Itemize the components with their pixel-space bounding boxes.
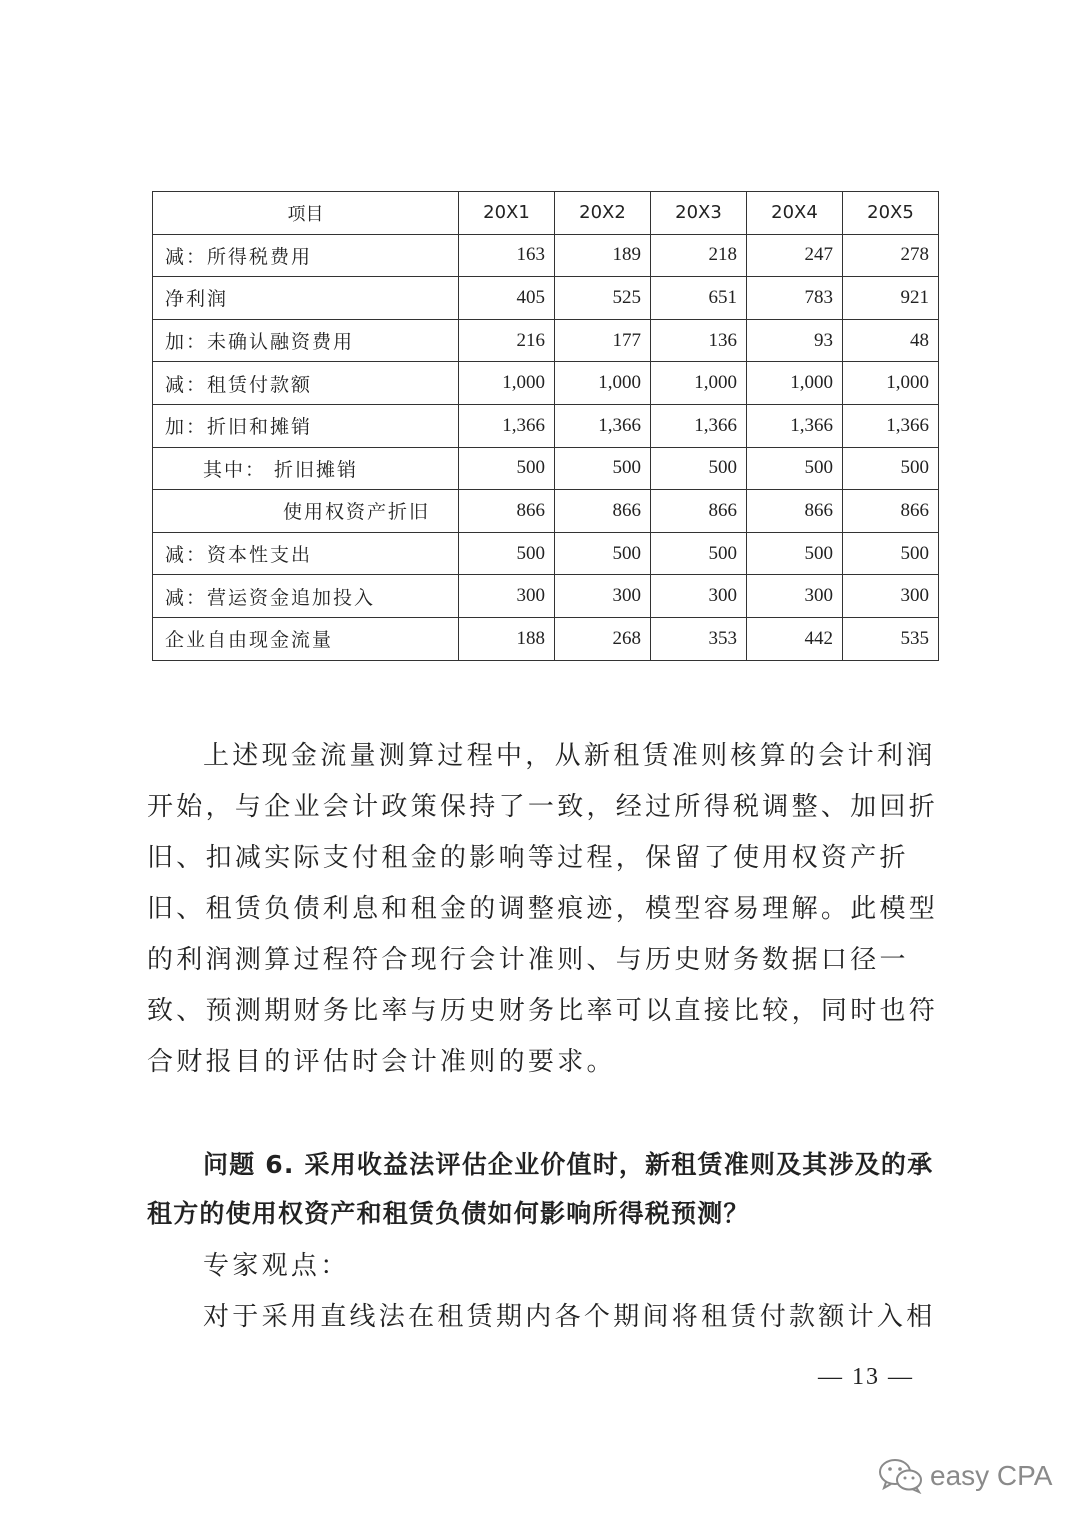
row-value: 1,000 <box>843 362 939 405</box>
row-label: 净利润 <box>153 277 459 320</box>
row-value: 1,366 <box>843 404 939 447</box>
table-row <box>153 404 939 447</box>
question-text: 问题 6. 采用收益法评估企业价值时，新租赁准则及其涉及的承租方的使用权资产和租赁负债如何影响所得税预测？ <box>147 1150 934 1228</box>
expert-label: 专家观点： <box>203 1251 350 1281</box>
table-row <box>153 234 939 277</box>
row-value: 163 <box>459 234 555 277</box>
table-row <box>153 575 939 618</box>
header-item: 项目 <box>153 192 459 235</box>
row-value: 651 <box>651 277 747 320</box>
row-label: 减：营运资金追加投入 <box>153 575 459 618</box>
row-label: 企业自由现金流量 <box>153 617 459 660</box>
row-value: 177 <box>555 319 651 362</box>
row-value: 278 <box>843 234 939 277</box>
header-20x2: 20X2 <box>555 192 651 235</box>
row-value: 866 <box>843 490 939 533</box>
wechat-icon <box>878 1458 924 1494</box>
row-value: 866 <box>459 490 555 533</box>
row-value: 500 <box>843 447 939 490</box>
row-label: 减：资本性支出 <box>153 532 459 575</box>
table-header-row <box>153 192 939 235</box>
row-value: 300 <box>555 575 651 618</box>
row-label: 减：租赁付款额 <box>153 362 459 405</box>
row-value: 268 <box>555 617 651 660</box>
row-label: 加：折旧和摊销 <box>153 404 459 447</box>
row-value: 216 <box>459 319 555 362</box>
row-label: 加：未确认融资费用 <box>153 319 459 362</box>
row-value: 921 <box>843 277 939 320</box>
row-value: 500 <box>747 447 843 490</box>
row-value: 535 <box>843 617 939 660</box>
page-number: — 13 — <box>818 1364 914 1390</box>
header-20x3: 20X3 <box>651 192 747 235</box>
row-value: 136 <box>651 319 747 362</box>
row-label: 使用权资产折旧 <box>153 490 459 533</box>
row-value: 300 <box>459 575 555 618</box>
table-row <box>153 617 939 660</box>
row-value: 866 <box>747 490 843 533</box>
row-value: 405 <box>459 277 555 320</box>
row-value: 1,000 <box>555 362 651 405</box>
table-row <box>153 319 939 362</box>
row-value: 1,000 <box>651 362 747 405</box>
row-value: 300 <box>651 575 747 618</box>
row-value: 1,000 <box>459 362 555 405</box>
row-value: 866 <box>555 490 651 533</box>
row-value: 866 <box>651 490 747 533</box>
expert-opinion <box>147 1241 947 1343</box>
table-row <box>153 362 939 405</box>
cash-flow-table <box>152 191 939 661</box>
row-value: 48 <box>843 319 939 362</box>
row-value: 1,000 <box>747 362 843 405</box>
table-row <box>153 277 939 320</box>
question-6 <box>147 1140 947 1238</box>
header-20x4: 20X4 <box>747 192 843 235</box>
row-value: 189 <box>555 234 651 277</box>
row-value: 247 <box>747 234 843 277</box>
row-value: 500 <box>651 447 747 490</box>
header-20x1: 20X1 <box>459 192 555 235</box>
row-value: 500 <box>459 532 555 575</box>
row-value: 1,366 <box>459 404 555 447</box>
row-value: 500 <box>555 532 651 575</box>
row-label: 减：所得税费用 <box>153 234 459 277</box>
table-row <box>153 532 939 575</box>
row-value: 500 <box>843 532 939 575</box>
explanation-paragraph <box>147 731 947 1088</box>
row-value: 1,366 <box>747 404 843 447</box>
header-20x5: 20X5 <box>843 192 939 235</box>
watermark <box>878 1458 1052 1494</box>
expert-text: 对于采用直线法在租赁期内各个期间将租赁付款额计入相 <box>203 1302 936 1332</box>
row-value: 500 <box>459 447 555 490</box>
row-value: 500 <box>555 447 651 490</box>
watermark-text: easy CPA <box>930 1460 1053 1491</box>
row-label: 其中： 折旧摊销 <box>153 447 459 490</box>
row-value: 300 <box>843 575 939 618</box>
row-value: 783 <box>747 277 843 320</box>
explanation-text: 上述现金流量测算过程中，从新租赁准则核算的会计利润开始，与企业会计政策保持了一致，经过所得税调整、加回折旧、扣减实际支付租金的影响等过程，保留了使用权资产折旧、租赁负债利息和租金的调整痕迹，模型容易理解。此模型的利润测算过程符合现行会计准则、与历史财务数据口径一致、预测期财务比率与历史财务比率可以直接比较，同时也符合财报目的评估时会计准则的要求。 <box>147 741 939 1077</box>
row-value: 500 <box>651 532 747 575</box>
row-value: 500 <box>747 532 843 575</box>
row-value: 442 <box>747 617 843 660</box>
table-row <box>153 490 939 533</box>
row-value: 525 <box>555 277 651 320</box>
table-row <box>153 447 939 490</box>
row-value: 1,366 <box>555 404 651 447</box>
row-value: 188 <box>459 617 555 660</box>
row-value: 218 <box>651 234 747 277</box>
row-value: 353 <box>651 617 747 660</box>
row-value: 300 <box>747 575 843 618</box>
cash-flow-table-container <box>152 191 938 661</box>
row-value: 93 <box>747 319 843 362</box>
row-value: 1,366 <box>651 404 747 447</box>
